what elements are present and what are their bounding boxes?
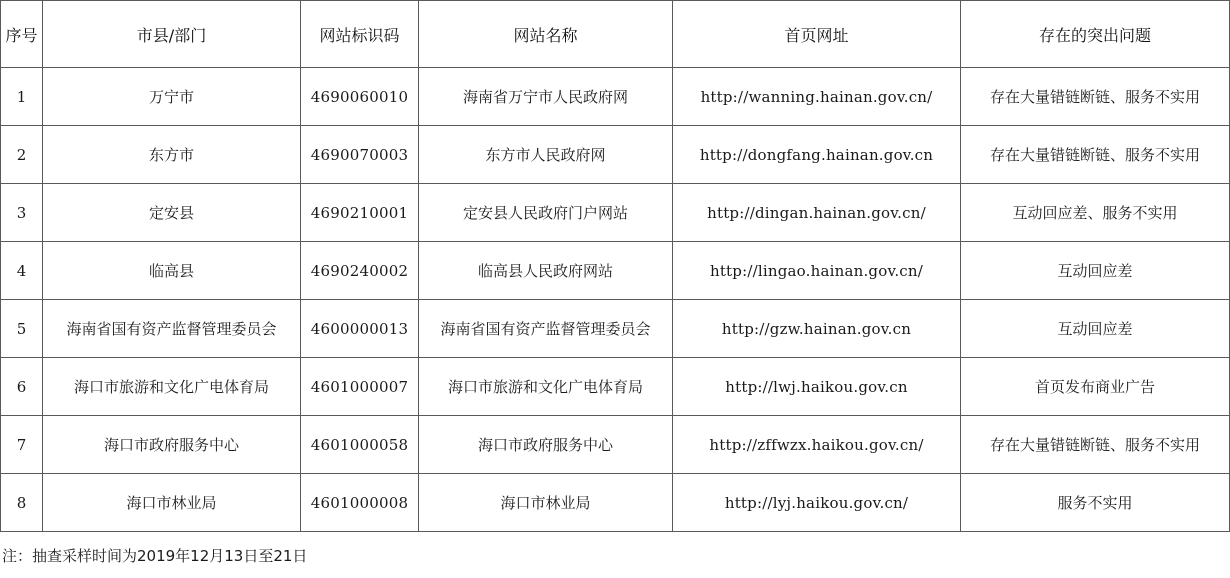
cell-site-name: 海口市林业局 — [419, 474, 673, 532]
cell-site-name: 东方市人民政府网 — [419, 126, 673, 184]
cell-issue: 互动回应差 — [961, 300, 1230, 358]
cell-seq: 4 — [1, 242, 43, 300]
cell-url: http://zffwzx.haikou.gov.cn/ — [673, 416, 961, 474]
cell-code: 4601000007 — [301, 358, 419, 416]
header-code: 网站标识码 — [301, 1, 419, 68]
cell-issue: 存在大量错链断链、服务不实用 — [961, 68, 1230, 126]
cell-issue: 存在大量错链断链、服务不实用 — [961, 126, 1230, 184]
cell-url: http://lwj.haikou.gov.cn — [673, 358, 961, 416]
cell-code: 4690210001 — [301, 184, 419, 242]
header-site-name: 网站名称 — [419, 1, 673, 68]
cell-unit: 临高县 — [43, 242, 301, 300]
cell-code: 4601000058 — [301, 416, 419, 474]
cell-code: 4601000008 — [301, 474, 419, 532]
table-row — [1, 126, 1230, 184]
cell-unit: 海南省国有资产监督管理委员会 — [43, 300, 301, 358]
cell-site-name: 定安县人民政府门户网站 — [419, 184, 673, 242]
cell-code: 4690240002 — [301, 242, 419, 300]
header-seq: 序号 — [1, 1, 43, 68]
table-row — [1, 416, 1230, 474]
cell-url: http://lyj.haikou.gov.cn/ — [673, 474, 961, 532]
header-row — [1, 1, 1230, 68]
footnote: 注：抽查采样时间为2019年12月13日至21日 — [2, 547, 308, 565]
cell-seq: 7 — [1, 416, 43, 474]
cell-unit: 定安县 — [43, 184, 301, 242]
cell-seq: 8 — [1, 474, 43, 532]
cell-seq: 5 — [1, 300, 43, 358]
cell-issue: 首页发布商业广告 — [961, 358, 1230, 416]
table-row — [1, 184, 1230, 242]
cell-site-name: 海口市旅游和文化广电体育局 — [419, 358, 673, 416]
table-row — [1, 358, 1230, 416]
cell-unit: 万宁市 — [43, 68, 301, 126]
cell-unit: 海口市林业局 — [43, 474, 301, 532]
cell-seq: 3 — [1, 184, 43, 242]
cell-issue: 互动回应差、服务不实用 — [961, 184, 1230, 242]
cell-code: 4690060010 — [301, 68, 419, 126]
cell-seq: 2 — [1, 126, 43, 184]
cell-url: http://lingao.hainan.gov.cn/ — [673, 242, 961, 300]
cell-url: http://wanning.hainan.gov.cn/ — [673, 68, 961, 126]
cell-issue: 服务不实用 — [961, 474, 1230, 532]
header-url: 首页网址 — [673, 1, 961, 68]
cell-seq: 6 — [1, 358, 43, 416]
cell-url: http://dingan.hainan.gov.cn/ — [673, 184, 961, 242]
cell-site-name: 海口市政府服务中心 — [419, 416, 673, 474]
cell-url: http://gzw.hainan.gov.cn — [673, 300, 961, 358]
cell-site-name: 海南省万宁市人民政府网 — [419, 68, 673, 126]
table-row — [1, 68, 1230, 126]
cell-unit: 海口市旅游和文化广电体育局 — [43, 358, 301, 416]
cell-code: 4600000013 — [301, 300, 419, 358]
cell-code: 4690070003 — [301, 126, 419, 184]
header-issue: 存在的突出问题 — [961, 1, 1230, 68]
cell-url: http://dongfang.hainan.gov.cn — [673, 126, 961, 184]
cell-unit: 海口市政府服务中心 — [43, 416, 301, 474]
cell-issue: 互动回应差 — [961, 242, 1230, 300]
header-unit: 市县/部门 — [43, 1, 301, 68]
cell-site-name: 临高县人民政府网站 — [419, 242, 673, 300]
table-row — [1, 300, 1230, 358]
table-row — [1, 474, 1230, 532]
cell-site-name: 海南省国有资产监督管理委员会 — [419, 300, 673, 358]
cell-unit: 东方市 — [43, 126, 301, 184]
table-row — [1, 242, 1230, 300]
cell-seq: 1 — [1, 68, 43, 126]
cell-issue: 存在大量错链断链、服务不实用 — [961, 416, 1230, 474]
